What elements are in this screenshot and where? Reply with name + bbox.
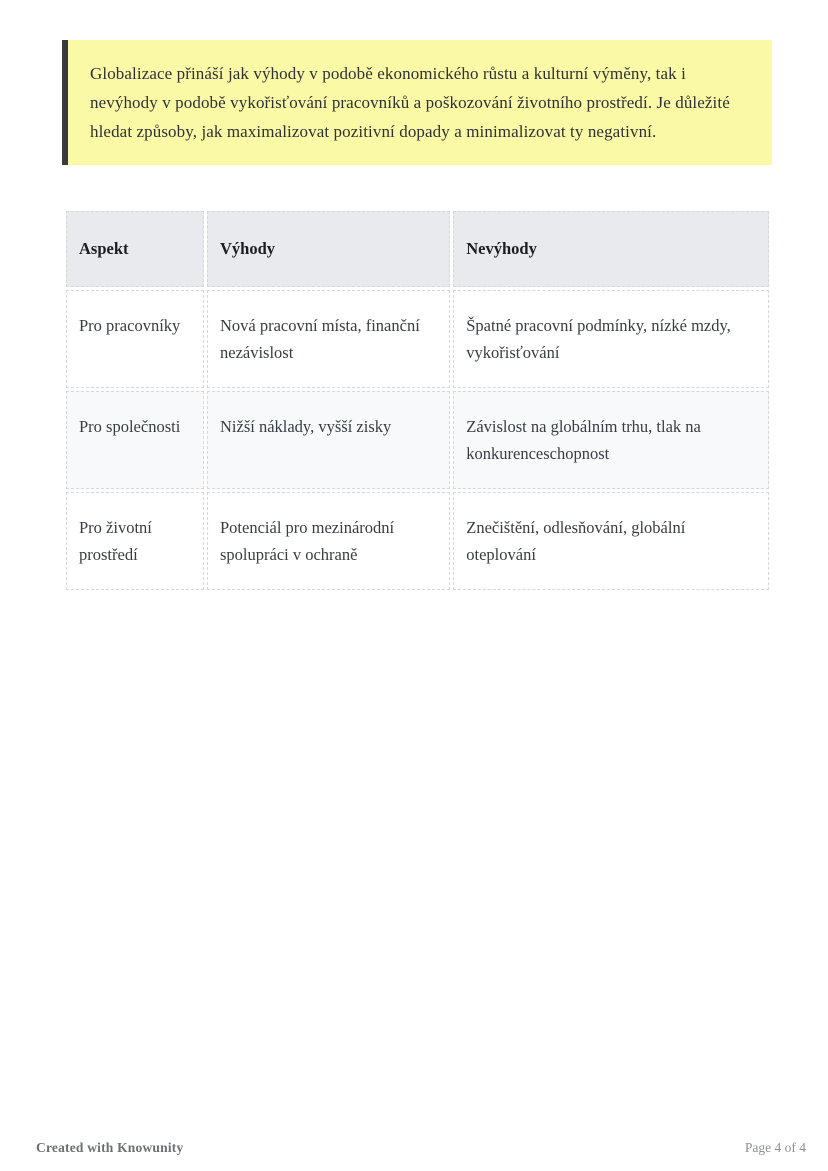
page-number: Page 4 of 4 [744,1140,806,1155]
table-header-aspekt: Aspekt [66,211,204,287]
page-footer [36,1140,806,1156]
cell-aspekt: Pro společnosti [66,391,204,489]
cell-vyhody: Nová pracovní místa, finanční nezávislost [207,290,450,388]
table-header-row [66,211,769,287]
watermark-text: Created with Knowunity [36,1140,184,1155]
cell-nevyhody: Znečištění, odlesňování, globální oteplování [453,492,769,590]
cell-nevyhody: Závislost na globálním trhu, tlak na konkurenceschopnost [453,391,769,489]
highlight-callout [62,40,772,165]
cell-vyhody: Nižší náklady, vyšší zisky [207,391,450,489]
callout-text: Globalizace přináší jak výhody v podobě ekonomického růstu a kulturní výměny, tak i nevýhody v podobě vykořisťování pracovníků a poškozování životního prostředí. Je důležité hledat způsoby, jak maximalizovat pozitivní dopady a minimalizovat ty negativní. [90,64,730,141]
table-row [66,290,769,388]
cell-aspekt: Pro životní prostředí [66,492,204,590]
table-row [66,492,769,590]
comparison-table-container [63,208,772,593]
table-row [66,391,769,489]
cell-nevyhody: Špatné pracovní podmínky, nízké mzdy, vykořisťování [453,290,769,388]
table-header-nevyhody: Nevýhody [453,211,769,287]
cell-vyhody: Potenciál pro mezinárodní spolupráci v ochraně [207,492,450,590]
comparison-table [63,208,772,593]
table-header-vyhody: Výhody [207,211,450,287]
cell-aspekt: Pro pracovníky [66,290,204,388]
